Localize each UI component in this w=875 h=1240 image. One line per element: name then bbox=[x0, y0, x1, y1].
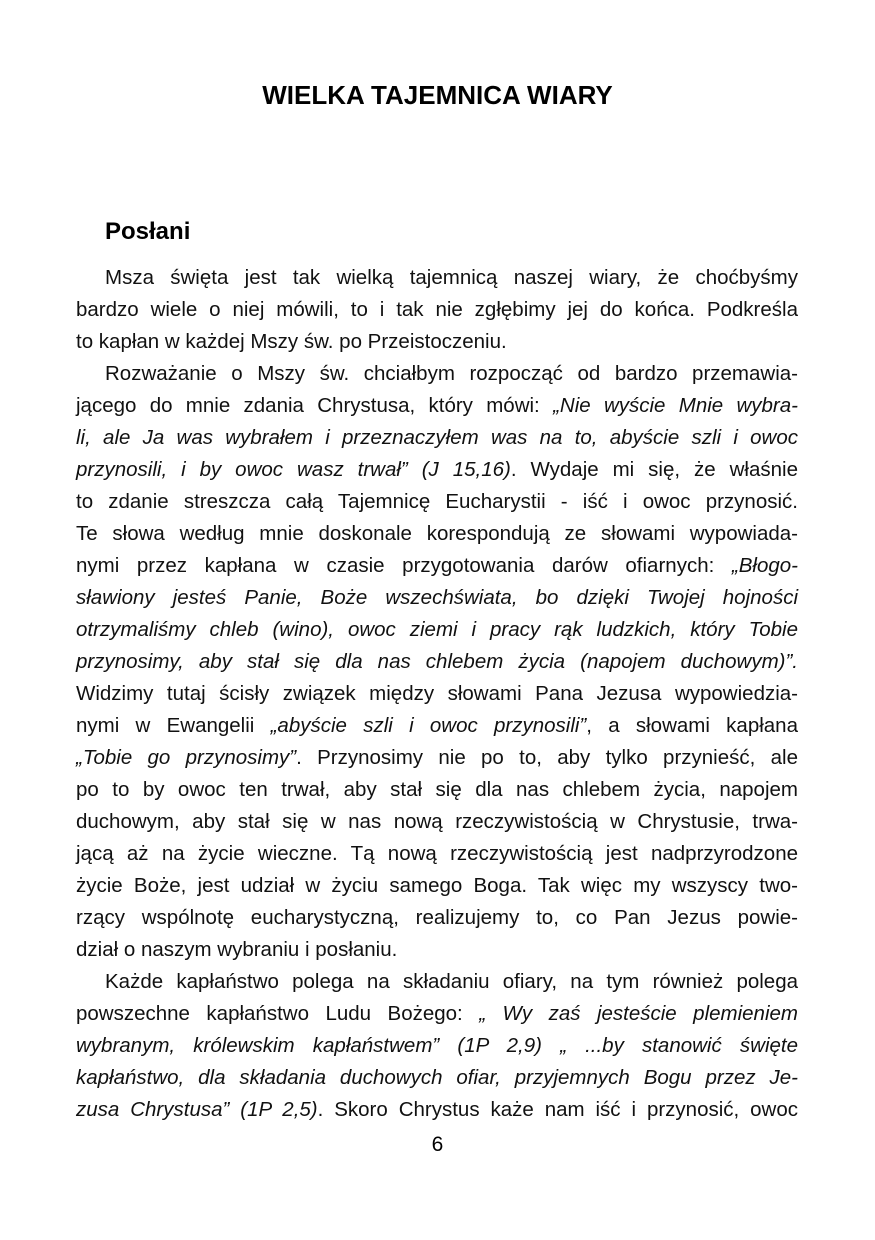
body-text-segment: po to by owoc ten trwał, aby stał się dla nas chlebem życia, napojem bbox=[76, 778, 798, 801]
body-text bbox=[76, 262, 798, 1126]
page-title: WIELKA TAJEMNICA WIARY bbox=[262, 80, 613, 110]
quote-text: „abyście szli i owoc przynosili” bbox=[270, 714, 587, 737]
body-text-segment: dział o naszym wybraniu i posłaniu. bbox=[76, 938, 398, 961]
text-line bbox=[76, 390, 798, 422]
body-text-segment: . Wydaje mi się, że właśnie bbox=[510, 458, 798, 481]
quote-text: „Błogo- bbox=[731, 554, 798, 577]
text-line bbox=[76, 518, 798, 550]
text-line bbox=[76, 614, 798, 646]
quote-text: sławiony jesteś Panie, Boże wszechświata, bo dzięki Twojej hojności bbox=[76, 586, 798, 609]
body-text-segment: , a słowami kapłana bbox=[586, 714, 798, 737]
body-text-segment: Rozważanie o Mszy św. chciałbym rozpocząć od bardzo przemawia- bbox=[105, 362, 798, 385]
text-line bbox=[76, 550, 798, 582]
text-line bbox=[76, 870, 798, 902]
page-number: 6 bbox=[431, 1133, 444, 1156]
text-line bbox=[76, 294, 798, 326]
body-text-segment: . Przynosimy nie po to, aby tylko przynieść, ale bbox=[296, 746, 798, 769]
quote-text: kapłaństwo, dla składania duchowych ofiar, przyjemnych Bogu przez Je- bbox=[76, 1066, 798, 1089]
quote-text: „Tobie go przynosimy” bbox=[76, 746, 297, 769]
quote-text: wybranym, królewskim kapłaństwem” (1P 2,9) „ ...by stanowić święte bbox=[76, 1034, 798, 1057]
section-heading: Posłani bbox=[105, 218, 191, 245]
paragraph bbox=[76, 966, 798, 1126]
text-line bbox=[76, 710, 798, 742]
body-text-segment: Msza święta jest tak wielką tajemnicą naszej wiary, że choćbyśmy bbox=[105, 266, 798, 289]
body-text-segment: . Skoro Chrystus każe nam iść i przynosić, owoc bbox=[317, 1098, 798, 1121]
text-line bbox=[76, 646, 798, 678]
body-text-segment: duchowym, aby stał się w nas nową rzeczywistością w Chrystusie, trwa- bbox=[76, 810, 798, 833]
text-line bbox=[76, 1062, 798, 1094]
body-text-segment: jącą aż na życie wieczne. Tą nową rzeczywistością jest nadprzyrodzone bbox=[76, 842, 798, 865]
text-line bbox=[76, 742, 798, 774]
text-line bbox=[76, 998, 798, 1030]
quote-text: li, ale Ja was wybrałem i przeznaczyłem was na to, abyście szli i owoc bbox=[76, 426, 798, 449]
text-line bbox=[76, 1030, 798, 1062]
quote-text: przynosimy, aby stał się dla nas chlebem życia (napojem duchowym)”. bbox=[76, 650, 798, 673]
text-line bbox=[76, 262, 798, 294]
body-text-segment: to kapłan w każdej Mszy św. po Przeistoczeniu. bbox=[76, 330, 507, 353]
body-text-segment: bardzo wiele o niej mówili, to i tak nie zgłębimy jej do końca. Podkreśla bbox=[76, 298, 798, 321]
text-line bbox=[76, 934, 798, 966]
body-text-segment: nymi w Ewangelii bbox=[76, 714, 271, 737]
quote-text: otrzymaliśmy chleb (wino), owoc ziemi i pracy rąk ludzkich, który Tobie bbox=[76, 618, 798, 641]
body-text-segment: Te słowa według mnie doskonale korespondują ze słowami wypowiada- bbox=[76, 522, 798, 545]
paragraph bbox=[76, 262, 798, 358]
text-line bbox=[76, 326, 798, 358]
body-text-segment: to zdanie streszcza całą Tajemnicę Eucharystii - iść i owoc przynosić. bbox=[76, 490, 798, 513]
body-text-segment: życie Boże, jest udział w życiu samego Boga. Tak więc my wszyscy two- bbox=[76, 874, 798, 897]
text-line bbox=[76, 806, 798, 838]
text-line bbox=[76, 902, 798, 934]
paragraph bbox=[76, 358, 798, 966]
body-text-segment: powszechne kapłaństwo Ludu Bożego: bbox=[76, 1002, 480, 1025]
text-line bbox=[76, 358, 798, 390]
body-text-segment: Każde kapłaństwo polega na składaniu ofiary, na tym również polega bbox=[105, 970, 798, 993]
quote-text: „ Wy zaś jesteście plemieniem bbox=[479, 1002, 798, 1025]
body-text-segment: jącego do mnie zdania Chrystusa, który mówi: bbox=[76, 394, 554, 417]
text-line bbox=[76, 582, 798, 614]
body-text-segment: Widzimy tutaj ścisły związek między słowami Pana Jezusa wypowiedzia- bbox=[76, 682, 798, 705]
text-line bbox=[76, 422, 798, 454]
quote-text: przynosili, i by owoc wasz trwał” (J 15,16) bbox=[76, 458, 511, 481]
text-line bbox=[76, 774, 798, 806]
body-text-segment: nymi przez kapłana w czasie przygotowania darów ofiarnych: bbox=[76, 554, 732, 577]
text-line bbox=[76, 838, 798, 870]
text-line bbox=[76, 678, 798, 710]
text-line bbox=[76, 454, 798, 486]
text-line bbox=[76, 486, 798, 518]
quote-text: „Nie wyście Mnie wybra- bbox=[553, 394, 798, 417]
quote-text: zusa Chrystusa” (1P 2,5) bbox=[76, 1098, 318, 1121]
body-text-segment: rzący wspólnotę eucharystyczną, realizujemy to, co Pan Jezus powie- bbox=[76, 906, 798, 929]
text-line bbox=[76, 1094, 798, 1126]
text-line bbox=[76, 966, 798, 998]
